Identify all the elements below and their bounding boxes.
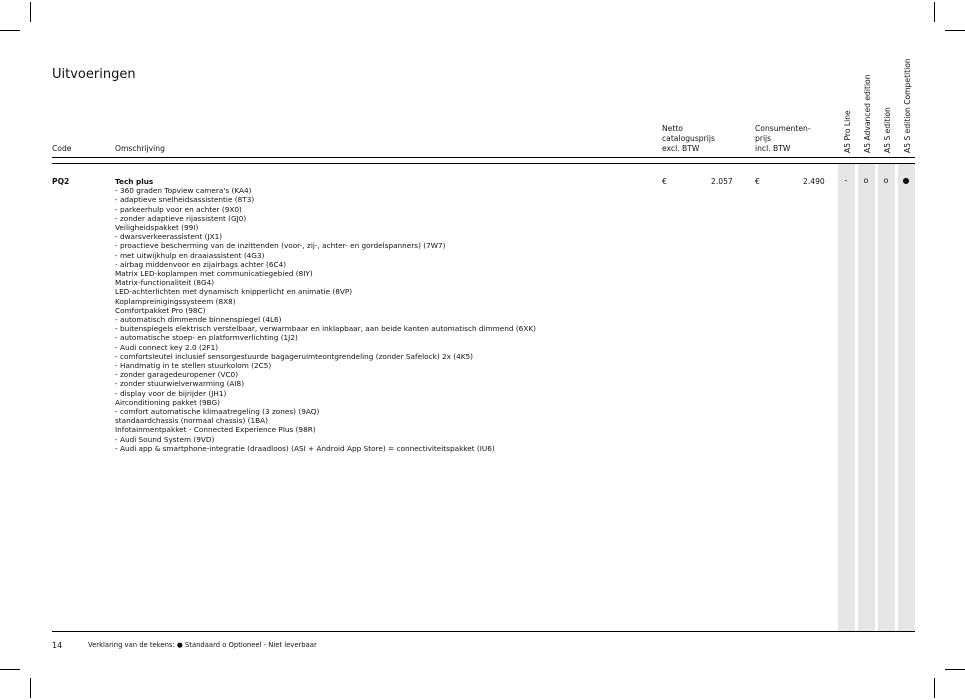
- crop-mark: [934, 678, 935, 698]
- header-edition-s: A5 S edition: [883, 107, 892, 153]
- header-net-line: catalogusprijs: [662, 134, 715, 143]
- description-line: - adaptieve snelheidsassistentie (8T3): [115, 195, 255, 205]
- description-line: - met uitwijkhulp en draaiassistent (4G3): [115, 250, 265, 260]
- description-line: LED-achterlichten met dynamisch knipperlicht en animatie (8VP): [115, 287, 353, 297]
- edition-column-bg: [878, 164, 895, 631]
- crop-mark: [30, 2, 31, 22]
- page-number: 14: [52, 641, 63, 650]
- crop-mark: [934, 2, 935, 22]
- description-line: - automatisch dimmende binnenspiegel (4L6): [115, 315, 282, 325]
- description-line: - Audi connect key 2.0 (2F1): [115, 342, 219, 352]
- header-consumer-line: incl. BTW: [755, 144, 791, 153]
- header-edition-pro-line: A5 Pro Line: [843, 110, 852, 153]
- description-line: Comfortpakket Pro (98C): [115, 305, 206, 315]
- description-line: - zonder stuurwielverwarming (AI8): [115, 379, 245, 389]
- description-line: Infotainmentpakket - Connected Experience Plus (98R): [115, 425, 316, 435]
- description-line: Koplampreinigingssysteem (8X8): [115, 296, 236, 306]
- availability-advanced: o: [863, 176, 869, 185]
- consumer-price: 2.490: [803, 177, 825, 186]
- description-line: Matrix LED-koplampen met communicatiegebied (8IY): [115, 269, 313, 279]
- edition-column-bg: [898, 164, 915, 631]
- legend: Verklaring van de tekens: ● Standaard o Optioneel - Niet leverbaar: [88, 641, 317, 649]
- description-line: - airbag middenvoor en zijairbags achter (6C4): [115, 259, 287, 269]
- header-code: Code: [52, 144, 72, 153]
- currency-net: €: [662, 177, 667, 186]
- header-consumer-line: Consumenten-: [755, 124, 811, 133]
- description-line: - Handmatig in te stellen stuurkolom (2C5): [115, 361, 272, 371]
- description-line: standaardchassis (normaal chassis) (1BA): [115, 416, 268, 426]
- crop-mark: [945, 30, 965, 31]
- description-line: - automatische stoep- en platformverlichting (1J2): [115, 333, 298, 343]
- description-line: - comfort automatische klimaatregeling (3 zones) (9AQ): [115, 407, 320, 417]
- description-line: - Audi app & smartphone-integratie (draadloos) (ASI + Android App Store) = connectiviteitspakket (IU6): [115, 443, 495, 453]
- description-line: - proactieve bescherming van de inzittenden (voor-, zij-, achter- en gordelspanners) (7W7): [115, 241, 446, 251]
- header-consumer-price: [755, 124, 811, 154]
- availability-pro-line: -: [844, 176, 848, 185]
- description-line: - dwarsverkeerassistent (JX1): [115, 232, 223, 242]
- description-line: - display voor de bijrijder (JH1): [115, 388, 227, 398]
- description-line: - parkeerhulp voor en achter (9X0): [115, 204, 242, 214]
- net-price: 2.057: [711, 177, 733, 186]
- description-line: Airconditioning pakket (9BG): [115, 397, 221, 407]
- row-code: PQ2: [52, 177, 70, 186]
- description-line: - comfortsleutel inclusief sensorgestuurde bagageruimteontgrendeling (zonder Safelock) 2x (4K5): [115, 351, 474, 361]
- description-line: - zonder garagedeuropener (VC0): [115, 370, 239, 380]
- footer-rule: [52, 631, 915, 632]
- currency-consumer: €: [755, 177, 760, 186]
- page-title: Uitvoeringen: [52, 67, 136, 82]
- header-description: Omschrijving: [115, 144, 165, 153]
- header-consumer-line: prijs: [755, 134, 772, 143]
- edition-column-bg: [838, 164, 855, 631]
- header-net-line: Netto: [662, 124, 683, 133]
- header-net-line: excl. BTW: [662, 144, 700, 153]
- description-line: - zonder adaptieve rijassistent (GJ0): [115, 213, 247, 223]
- description-line: - Audi Sound System (9VD): [115, 434, 215, 444]
- crop-mark: [0, 669, 20, 670]
- description-line: - buitenspiegels elektrisch verstelbaar, verwarmbaar en inklapbaar, aan beide kanten automatisch dimmend (6XK): [115, 324, 536, 334]
- header-edition-advanced: A5 Advanced edition: [863, 74, 872, 153]
- crop-mark: [945, 669, 965, 670]
- header-net-price: [662, 124, 715, 154]
- availability-s: o: [883, 176, 889, 185]
- description-line: Tech plus: [115, 177, 154, 186]
- availability-s-competition: ●: [902, 176, 910, 185]
- description-line: - 360 graden Topview camera's (KA4): [115, 186, 252, 196]
- header-rule: [52, 157, 915, 158]
- header-edition-s-competition: A5 S edition Competition: [903, 58, 912, 153]
- row-description: [115, 177, 536, 453]
- description-line: Veiligheidspakket (99I): [115, 223, 199, 233]
- crop-mark: [30, 678, 31, 698]
- edition-column-bg: [858, 164, 875, 631]
- crop-mark: [0, 30, 20, 31]
- header-rule-bottom: [52, 163, 915, 164]
- description-line: Matrix-functionaliteit (8G4): [115, 278, 215, 288]
